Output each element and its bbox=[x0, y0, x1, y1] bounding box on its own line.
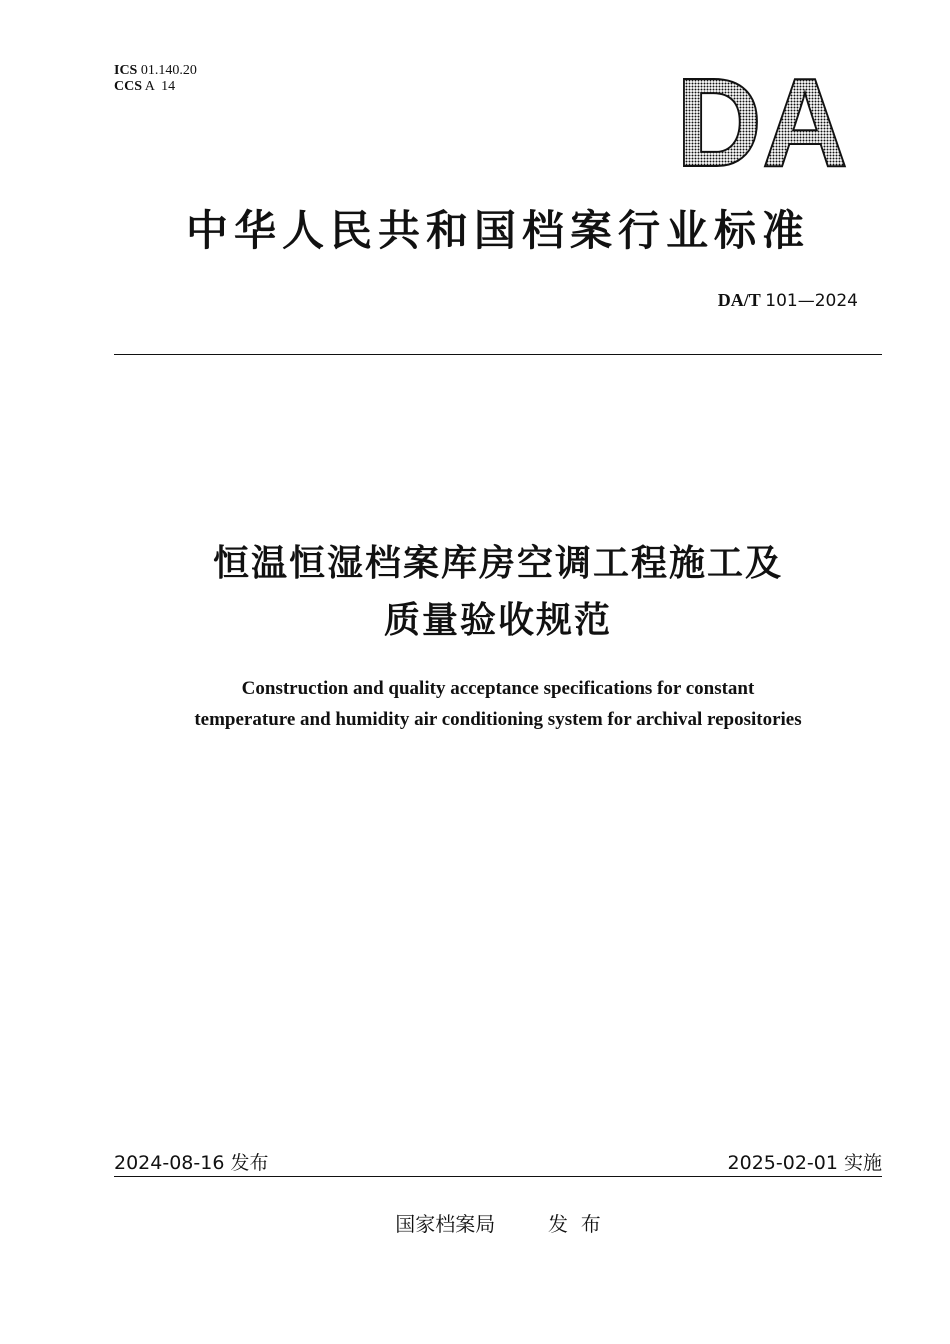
standard-category: 中华人民共和国档案行业标准 bbox=[185, 206, 810, 255]
ccs-code: A 14 bbox=[144, 79, 176, 94]
issuer bbox=[114, 1208, 882, 1237]
standard-number-prefix: DA/T bbox=[717, 290, 761, 310]
en-title-line-1: Construction and quality acceptance specifications for constant bbox=[241, 678, 755, 699]
zh-title-line-1: 恒温恒湿档案库房空调工程施工及 bbox=[212, 543, 783, 584]
standard-number-value: 101—2024 bbox=[765, 291, 858, 311]
zh-title-line-2: 质量验收规范 bbox=[383, 600, 612, 641]
header-rule bbox=[114, 354, 882, 355]
en-title-line-2: temperature and humidity air conditioning system for archival repositories bbox=[194, 709, 802, 730]
issuer-name: 国家档案局 bbox=[395, 1212, 496, 1236]
ics-code: 01.140.20 bbox=[140, 63, 197, 78]
implementation-date: 2025-02-01 实施 bbox=[727, 1152, 882, 1174]
classification-codes bbox=[114, 63, 197, 95]
logo-text: DA bbox=[676, 70, 848, 170]
da-logo bbox=[676, 70, 851, 170]
ccs-label: CCS bbox=[114, 79, 143, 94]
footer-rule bbox=[114, 1176, 882, 1177]
issuer-action: 发 布 bbox=[548, 1212, 601, 1236]
issue-date: 2024-08-16 发布 bbox=[114, 1152, 269, 1174]
ics-label: ICS bbox=[114, 63, 138, 78]
standard-number bbox=[718, 290, 858, 311]
